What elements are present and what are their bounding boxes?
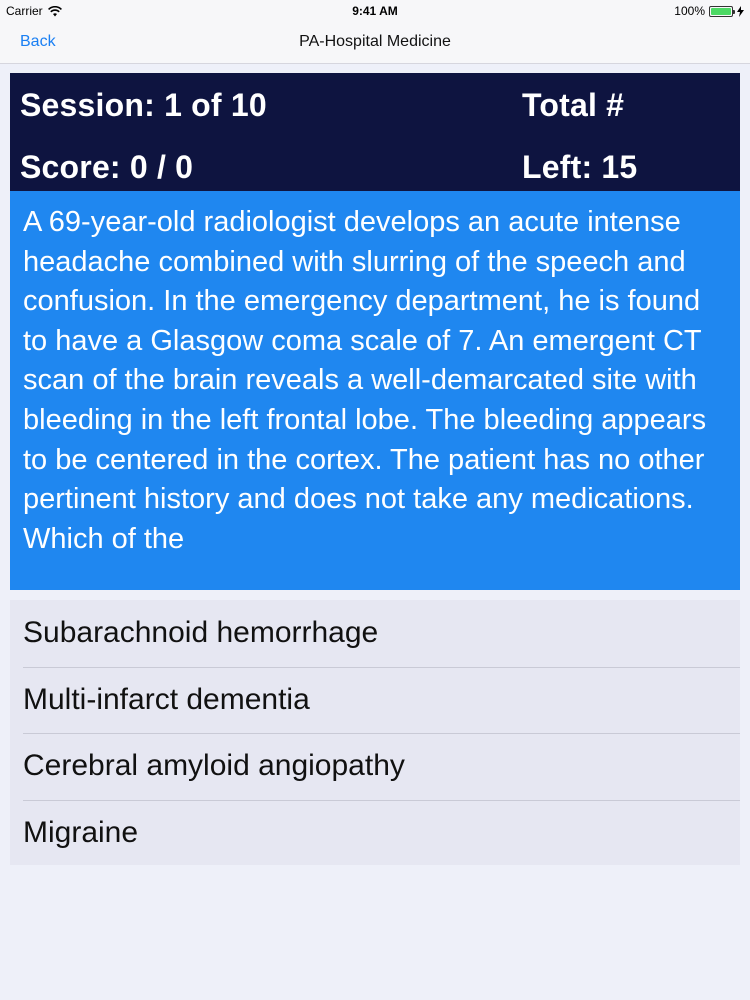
session-header bbox=[10, 73, 740, 191]
charging-icon bbox=[737, 6, 744, 17]
battery-indicator bbox=[674, 4, 744, 18]
status-bar bbox=[0, 0, 750, 22]
score-counter: Score: 0 / 0 bbox=[20, 149, 194, 185]
answer-option-migraine[interactable]: Migraine bbox=[10, 800, 740, 867]
answer-option-multi-infarct-dementia[interactable]: Multi-infarct dementia bbox=[10, 667, 740, 734]
clock: 9:41 AM bbox=[352, 4, 398, 18]
answer-option-cerebral-amyloid-angiopathy[interactable]: Cerebral amyloid angiopathy bbox=[10, 733, 740, 800]
question-text[interactable]: A 69-year-old radiologist develops an acute intense headache combined with slurring of the speech and confusion. In the emergency department, he is found to have a Glasgow coma scale of 7. An emergent CT scan of the brain reveals a well-demarcated site with bleeding in the left frontal lobe. The bleeding appears to be centered in the cortex. The patient has no other pertinent history and does not take any medications. Which of the bbox=[10, 191, 740, 590]
total-label: Total # bbox=[522, 87, 625, 123]
navigation-bar bbox=[0, 22, 750, 64]
answer-list bbox=[10, 600, 740, 865]
questions-left: Left: 15 bbox=[522, 149, 638, 185]
page-title: PA-Hospital Medicine bbox=[299, 33, 451, 50]
battery-icon bbox=[709, 6, 733, 17]
session-counter: Session: 1 of 10 bbox=[20, 87, 267, 123]
battery-percent: 100% bbox=[674, 4, 705, 18]
carrier-label: Carrier bbox=[6, 4, 43, 18]
answer-option-subarachnoid-hemorrhage[interactable]: Subarachnoid hemorrhage bbox=[23, 616, 379, 650]
back-button[interactable]: Back bbox=[20, 33, 56, 50]
